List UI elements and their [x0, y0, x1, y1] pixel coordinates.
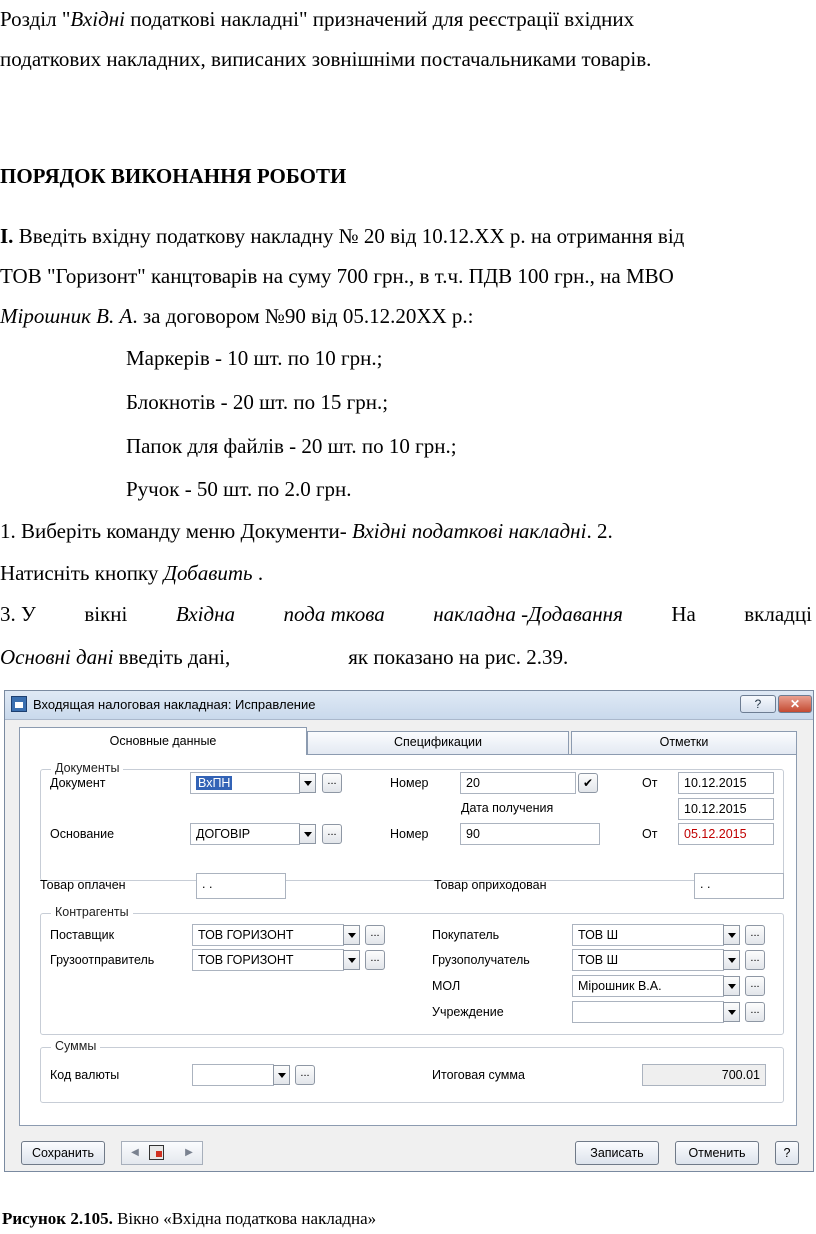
task-line-2: ТОВ "Горизонт" канцтоварів на суму 700 грн., в т.ч. ПДВ 100 грн., на МВО [0, 264, 674, 288]
basis-browse-button[interactable]: ... [322, 824, 342, 844]
step-3 [0, 601, 812, 627]
supplier-dropdown-icon[interactable] [343, 925, 360, 945]
step-1 [0, 518, 613, 544]
figure-caption [2, 1209, 376, 1229]
main-data-panel [19, 754, 797, 1126]
received-goods-label: Товар оприходован [434, 878, 547, 892]
window-title: Входящая налоговая накладная: Исправление [33, 697, 316, 712]
mvo-name: Мірошник В. А [0, 304, 133, 328]
shipper-browse-button[interactable]: ... [365, 950, 385, 970]
step-text: 1. Виберіть команду меню Документи- [0, 519, 352, 543]
invoice-dialog [4, 690, 814, 1172]
shipper-label: Грузоотправитель [50, 953, 155, 967]
intro-line-2: податкових накладних, виписаних зовнішніми постачальниками товарів. [0, 47, 652, 71]
currency-dropdown-icon[interactable] [273, 1065, 290, 1085]
total-label: Итоговая сумма [432, 1068, 525, 1082]
step-text: як показано на рис. 2.39. [348, 645, 569, 669]
caption-text: Вікно «Вхідна податкова накладна» [112, 1209, 377, 1228]
mol-field[interactable]: Мірошник В.А. [572, 975, 724, 997]
save-button[interactable]: Сохранить [21, 1141, 105, 1165]
tab-main-data[interactable]: Основные данные [19, 727, 307, 755]
section-heading [0, 163, 346, 189]
title-bar[interactable] [5, 691, 813, 720]
institution-dropdown-icon[interactable] [723, 1002, 740, 1022]
from-date-field[interactable]: 10.12.2015 [678, 772, 774, 794]
currency-field[interactable] [192, 1064, 274, 1086]
basis-label: Основание [50, 827, 115, 841]
contractors-group-title: Контрагенты [51, 905, 133, 919]
check-icon[interactable]: ✔ [578, 773, 598, 793]
intro-line-1 [0, 6, 634, 32]
buyer-field[interactable]: ТОВ Ш [572, 924, 724, 946]
supplier-browse-button[interactable]: ... [365, 925, 385, 945]
number2-field[interactable]: 90 [460, 823, 600, 845]
currency-label: Код валюты [50, 1068, 120, 1082]
intro-text: податкові накладні" призначений для реєстрації вхідних [124, 7, 635, 31]
task-text: Введіть вхідну податкову накладну № 20 від 10.12.ХХ р. на отримання від [13, 224, 685, 248]
shipper-field[interactable]: ТОВ ГОРИЗОНТ [192, 949, 344, 971]
institution-field[interactable] [572, 1001, 724, 1023]
tab-specifications[interactable]: Спецификации [307, 731, 569, 754]
step-italic: Добавить [163, 561, 253, 585]
document-label: Документ [50, 776, 106, 790]
consignee-label: Грузополучатель [432, 953, 530, 967]
mol-browse-button[interactable]: ... [745, 976, 765, 996]
mol-label: МОЛ [432, 979, 461, 993]
consignee-field[interactable]: ТОВ Ш [572, 949, 724, 971]
documents-group-title: Документы [51, 761, 123, 775]
received-date-label: Дата получения [461, 801, 554, 815]
consignee-dropdown-icon[interactable] [723, 950, 740, 970]
from2-label: От [642, 827, 658, 841]
write-button[interactable]: Записать [575, 1141, 659, 1165]
step-text: Натисніть кнопку [0, 561, 164, 585]
institution-browse-button[interactable]: ... [745, 1002, 765, 1022]
buyer-browse-button[interactable]: ... [745, 925, 765, 945]
step-text: введіть дані, [113, 645, 231, 669]
institution-label: Учреждение [432, 1005, 504, 1019]
basis-field[interactable]: ДОГОВІР [190, 823, 300, 845]
intro-text: Розділ " [0, 7, 71, 31]
supplier-field[interactable]: ТОВ ГОРИЗОНТ [192, 924, 344, 946]
item-folders: Папок для файлів - 20 шт. по 10 грн.; [126, 434, 457, 458]
document-dropdown-icon[interactable] [299, 773, 316, 793]
step-4 [0, 644, 568, 670]
step-word: На [671, 602, 696, 626]
item-markers: Маркерів - 10 шт. по 10 грн.; [126, 346, 383, 370]
mol-dropdown-icon[interactable] [723, 976, 740, 996]
prev-record-icon[interactable]: ◀ [131, 1147, 139, 1158]
from2-date-field[interactable]: 05.12.2015 [678, 823, 774, 845]
from-label: От [642, 776, 658, 790]
tab-marks[interactable]: Отметки [571, 731, 797, 754]
paid-label: Товар оплачен [40, 878, 126, 892]
step-word: вікні [84, 602, 128, 626]
document-value: ВхПН [198, 776, 231, 790]
received-date-field[interactable]: 10.12.2015 [678, 798, 774, 820]
step-text: . [252, 561, 264, 585]
sums-group-title: Суммы [51, 1039, 100, 1053]
step-word: накладна -Додавання [433, 602, 623, 626]
shipper-dropdown-icon[interactable] [343, 950, 360, 970]
cancel-button[interactable]: Отменить [675, 1141, 759, 1165]
paid-date-field[interactable]: . . [196, 873, 286, 899]
basis-dropdown-icon[interactable] [299, 824, 316, 844]
step-italic: Вхідні податкові накладні [351, 519, 587, 543]
number-field[interactable]: 20 [460, 772, 576, 794]
record-navigator [121, 1141, 203, 1165]
buyer-label: Покупатель [432, 928, 500, 942]
number-label: Номер [390, 776, 429, 790]
task-line-3 [0, 303, 474, 329]
task-line-1 [0, 223, 684, 249]
received-goods-date-field[interactable]: . . [694, 873, 784, 899]
next-record-icon[interactable]: ▶ [185, 1147, 193, 1158]
document-field[interactable] [190, 772, 300, 794]
task-text: . за договором №90 від 05.12.20ХХ р.: [132, 304, 474, 328]
intro-italic: Вхідні [70, 7, 125, 31]
document-browse-button[interactable]: ... [322, 773, 342, 793]
currency-browse-button[interactable]: ... [295, 1065, 315, 1085]
step-2 [0, 560, 263, 586]
total-field: 700.01 [642, 1064, 766, 1086]
consignee-browse-button[interactable]: ... [745, 950, 765, 970]
step-italic: Основні дані [0, 645, 114, 669]
item-notebooks: Блокнотів - 20 шт. по 15 грн.; [126, 390, 389, 414]
save-record-icon[interactable] [149, 1145, 164, 1160]
item-pens: Ручок - 50 шт. по 2.0 грн. [126, 477, 352, 501]
heading-text: ПОРЯДОК ВИКОНАННЯ РОБОТИ [0, 164, 347, 188]
step-word: Вхідна [175, 602, 236, 626]
buyer-dropdown-icon[interactable] [723, 925, 740, 945]
step-word: пода ткова [283, 602, 385, 626]
caption-label: Рисунок 2.105. [2, 1209, 113, 1228]
supplier-label: Поставщик [50, 928, 115, 942]
help-button[interactable]: ? [775, 1141, 799, 1165]
task-number: I. [0, 224, 14, 248]
step-word: 3. У [0, 602, 36, 626]
help-titlebar-button[interactable]: ? [740, 695, 776, 713]
close-button[interactable]: ✕ [778, 695, 812, 713]
step-word: вкладці [744, 602, 812, 626]
app-icon [11, 696, 27, 712]
number2-label: Номер [390, 827, 429, 841]
step-text: . 2. [586, 519, 613, 543]
